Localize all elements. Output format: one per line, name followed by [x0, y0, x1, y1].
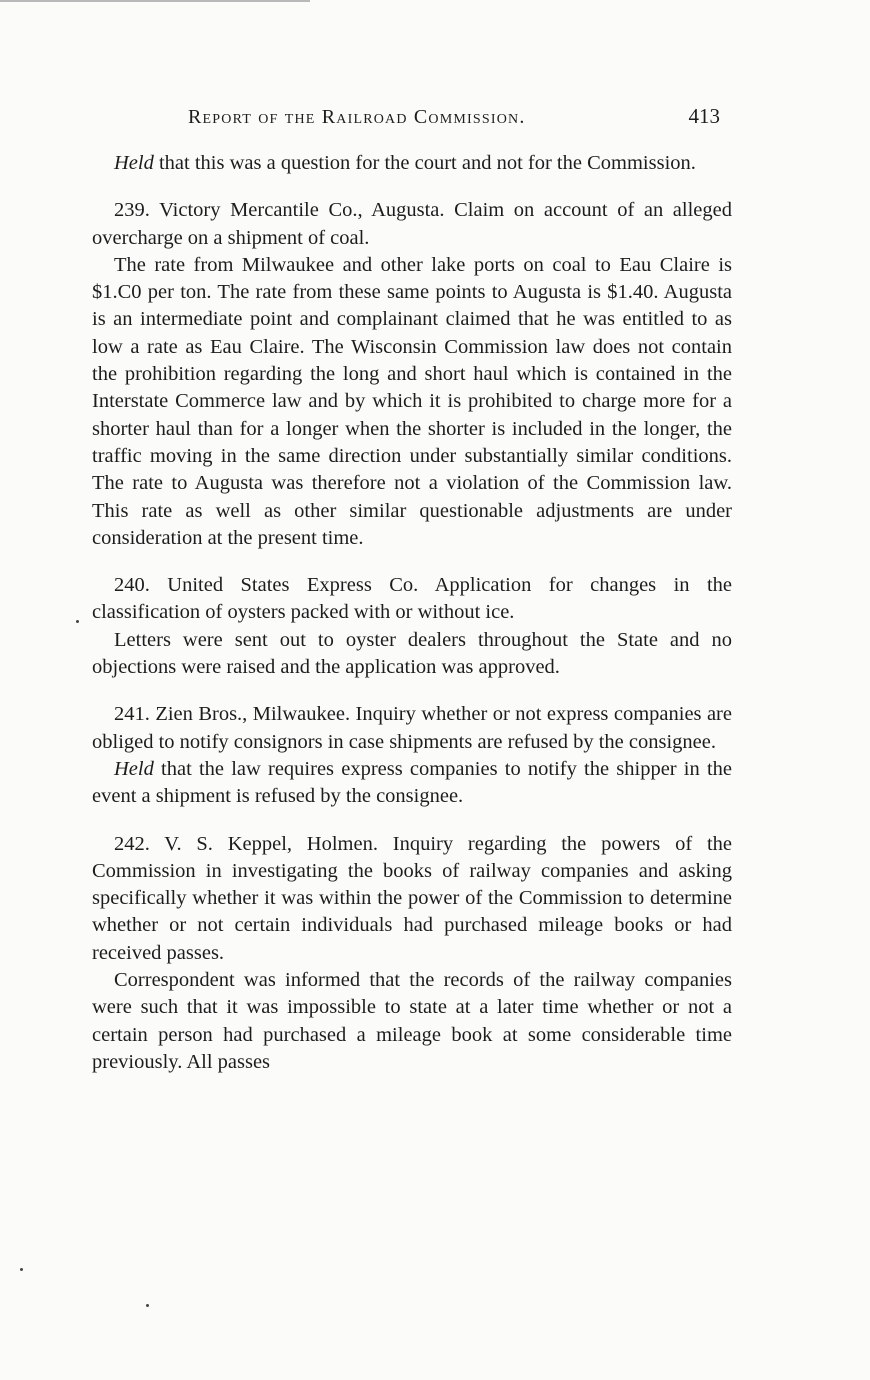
paragraph-case-241: 241. Zien Bros., Milwaukee. Inquiry whether or not express companies are obliged to notify consignors in case shipments are refused by the consignee. — [92, 703, 732, 753]
paragraph-case-241-held — [92, 756, 732, 811]
held-italic: Held — [114, 757, 154, 780]
paragraph-case-240: 240. United States Express Co. Application for changes in the classification of oysters packed with or without ice. — [92, 574, 732, 624]
body-text — [92, 150, 732, 1076]
scan-speck — [76, 620, 79, 623]
paragraph-text: that this was a question for the court and not for the Commission. — [153, 152, 696, 174]
page-header — [90, 104, 730, 134]
paragraph-case-239: 239. Victory Mercantile Co., Augusta. Claim on account of an alleged overcharge on a shipment of coal. — [92, 199, 732, 249]
held-italic: Held — [114, 152, 154, 174]
scan-speck — [146, 1304, 149, 1307]
paragraph-case-242: 242. V. S. Keppel, Holmen. Inquiry regarding the powers of the Commission in investigating the books of railway companies and asking specifically whether it was within the power of the Commission to determine whether or not certain individuals had purchased mileage books or had received passes. — [92, 832, 732, 964]
paragraph-case-240-detail: Letters were sent out to oyster dealers throughout the State and no objections were raised and the application was approved. — [92, 628, 732, 679]
paragraph-case-242-detail: Correspondent was informed that the records of the railway companies were such that it was impossible to state at a later time whether or not a certain person had purchased a mileage book at some considerable time previously. All passes — [92, 969, 732, 1073]
running-head: Report of the Railroad Commission. — [188, 106, 526, 128]
scan-speck — [20, 1268, 23, 1271]
top-edge-rule — [0, 0, 310, 2]
paragraph-text: that the law requires express companies to notify the shipper in the event a shipment is refused by the consignee. — [92, 757, 732, 808]
page-number: 413 — [688, 104, 720, 128]
paragraph-case-239-detail: The rate from Milwaukee and other lake ports on coal to Eau Claire is $1.C0 per ton. The rate from these same points to Augusta is $1.40. Augusta is an intermediate point and complainant claimed that he was entitled to as low a rate as Eau Claire. The Wisconsin Commission law does not contain the prohibition regarding the long and short haul which is contained in the Interstate Commerce law and by which it is prohibited to charge more for a shorter haul than for a longer when the shorter is included in the longer, the traffic moving in the same direction under substantially similar conditions. The rate to Augusta was therefore not a violation of the Commission law. This rate as well as other similar questionable adjustments are under consideration at the present time. — [92, 253, 732, 549]
paragraph-held-court — [92, 150, 732, 177]
